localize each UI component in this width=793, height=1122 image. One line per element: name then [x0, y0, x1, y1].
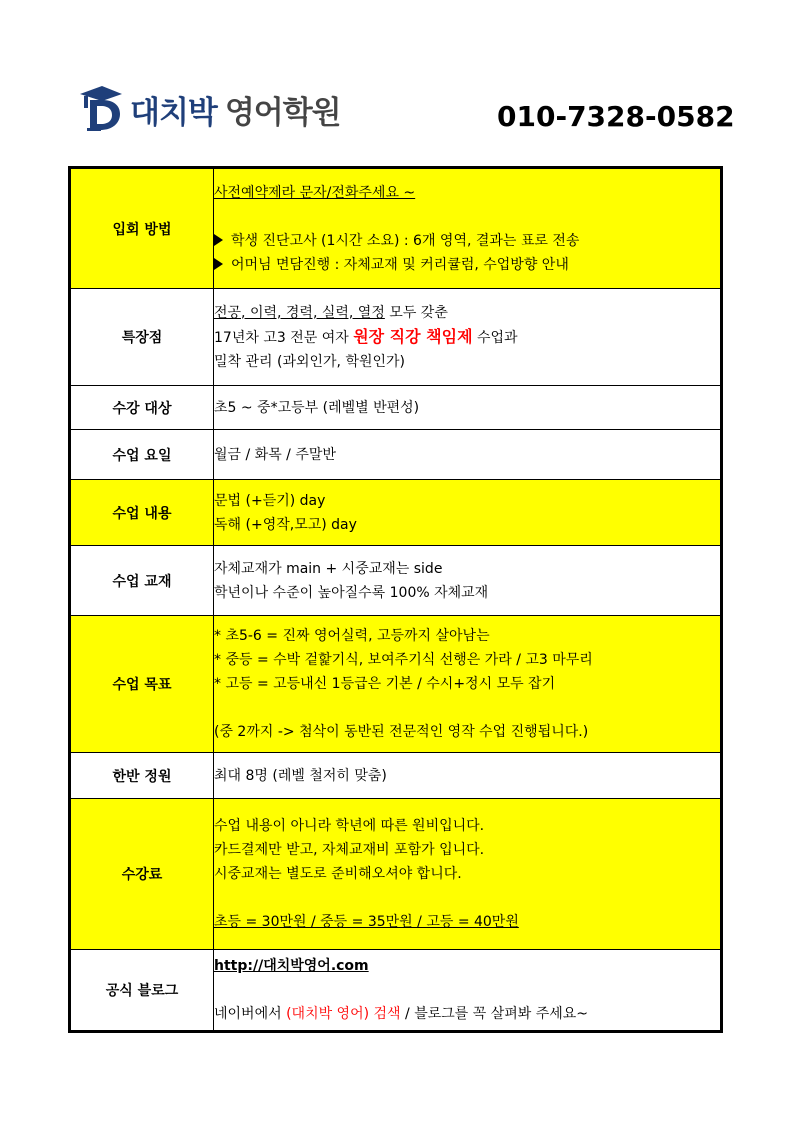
row-label: 수업 내용	[70, 480, 214, 546]
row-label: 수업 요일	[70, 430, 214, 480]
logo-brand-text: 대치박	[130, 94, 217, 131]
search-keyword: (대치박 영어) 검색	[286, 1006, 401, 1022]
bullet-item: 학생 진단고사 (1시간 소요) : 6개 영역, 결과는 표로 전송	[214, 229, 720, 253]
table-row	[70, 546, 722, 616]
row-label: 특장점	[70, 289, 214, 386]
logo-sub-text: 영어학원	[224, 94, 341, 131]
row-label: 공식 블로그	[70, 950, 214, 1032]
tuition-prices: 초등 = 30만원 / 중등 = 35만원 / 고등 = 40만원	[214, 914, 519, 930]
row-value: 전공, 이력, 경력, 실력, 열정 모두 갖춘 17년차 고3 전문 여자 원장 직강 책임제 수업과 밀착 관리 (과외인가, 학원인가)	[214, 289, 722, 386]
graduation-cap-d-icon	[78, 84, 124, 134]
triangle-bullet-icon	[214, 258, 223, 270]
row-value: 자체교재가 main + 시중교재는 side 학년이나 수준이 높아질수록 100% 자체교재	[214, 546, 722, 616]
table-row	[70, 799, 722, 950]
row-value: 수업 내용이 아니라 학년에 따른 원비입니다. 카드결제만 받고, 자체교재비 포함가 입니다. 시중교재는 별도로 준비해오셔야 합니다. 초등 = 30만원 / 중등 = 35만원 / 고등 = 40만원	[214, 799, 722, 950]
row-value: 문법 (+듣기) day 독해 (+영작,모고) day	[214, 480, 722, 546]
table-row	[70, 430, 722, 480]
table-row	[70, 168, 722, 289]
row-value	[214, 168, 722, 289]
row-label: 수강 대상	[70, 386, 214, 430]
row-value: 최대 8명 (레벨 철저히 맞춤)	[214, 753, 722, 799]
row-value: http://대치박영어.com 네이버에서 (대치박 영어) 검색 / 블로그를 꼭 살펴봐 주세요~	[214, 950, 722, 1032]
row-value: 초5 ~ 중*고등부 (레벨별 반편성)	[214, 386, 722, 430]
triangle-bullet-icon	[214, 234, 223, 246]
blog-link[interactable]: http://대치박영어.com	[214, 958, 369, 974]
row-label: 한반 정원	[70, 753, 214, 799]
table-row	[70, 753, 722, 799]
table-row	[70, 289, 722, 386]
highlight-text: 원장 직강 책임제	[353, 326, 473, 346]
phone-number: 010-7328-0582	[497, 100, 735, 133]
table-row	[70, 480, 722, 546]
bullet-item: 어머님 면담진행 : 자체교재 및 커리큘럼, 수업방향 안내	[214, 253, 720, 277]
writing-note: (중 2까지 -> 첨삭이 동반된 전문적인 영작 수업 진행됩니다.)	[214, 724, 589, 740]
reservation-note: 사전예약제라 문자/전화주세요 ~	[214, 184, 416, 201]
academy-logo	[78, 84, 341, 134]
row-value: * 초5-6 = 진짜 영어실력, 고등까지 살아남는 * 중등 = 수박 겉핥기식, 보여주기식 선행은 가라 / 고3 마무리 * 고등 = 고등내신 1등급은 기본 / 수시+정시 모두 잡기 (중 2까지 -> 첨삭이 동반된 전문적인 영작 수업 진행됩니다.)	[214, 616, 722, 753]
row-label: 입회 방법	[70, 168, 214, 289]
row-value: 월금 / 화목 / 주말반	[214, 430, 722, 480]
table-row	[70, 950, 722, 1032]
table-row	[70, 616, 722, 753]
info-table	[68, 166, 723, 1033]
row-label: 수업 교재	[70, 546, 214, 616]
row-label: 수강료	[70, 799, 214, 950]
table-row	[70, 386, 722, 430]
row-label: 수업 목표	[70, 616, 214, 753]
